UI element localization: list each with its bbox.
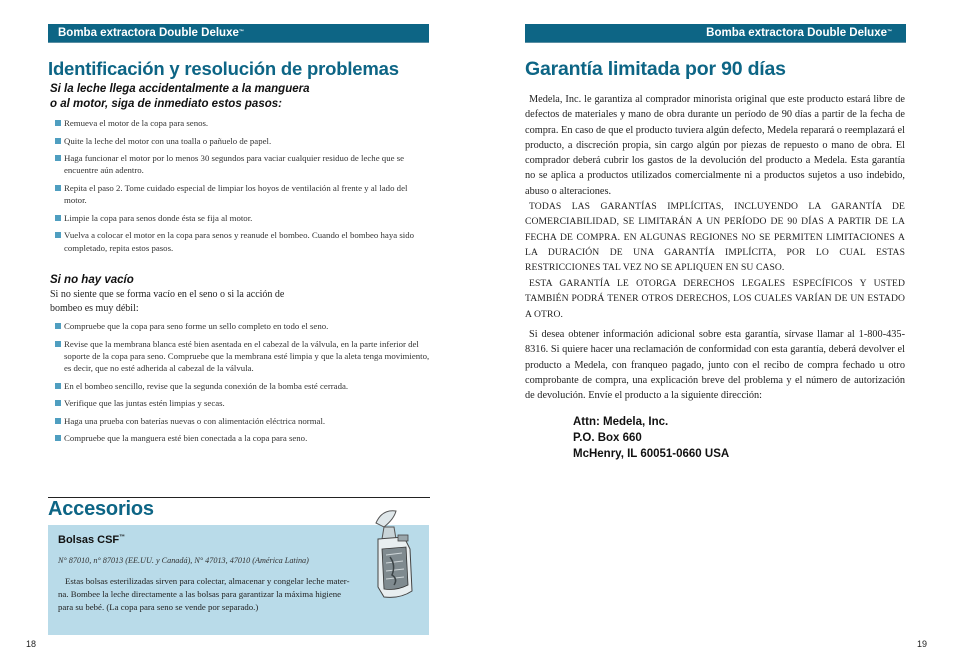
right-page-number: 19 (917, 639, 928, 649)
product-name: Bolsas CSF™ (58, 534, 126, 546)
bullet-square-icon (55, 383, 61, 389)
bullet-square-icon (55, 435, 61, 441)
list-item: Quite la leche del motor con una toalla o pañuelo de papel. (55, 135, 430, 147)
warranty-paragraph-4: Si desea obtener información adicional sobre esta garantía, sírvase llamar al 1-800-435-8316. Si quiere hacer una reclamación de conformidad con esta garantía, deberá devolver el producto a Medela, con franqueo pagado, junto con el recibo de compra fechado u otro comprobante de compra, una explicación breve del problema y el número de autorización de devolución. Envíe el producto a la siguiente dirección: (525, 329, 905, 402)
bullet-square-icon (55, 138, 61, 144)
warranty-title: Garantía limitada por 90 días (525, 58, 786, 80)
list-item: Verifique que las juntas estén limpias y secas. (55, 397, 430, 409)
product-codes: N° 87010, n° 87013 (EE.UU. y Canadá), N° 47013, 47010 (América Latina) (58, 556, 309, 565)
list-item: Haga funcionar el motor por lo menos 30 segundos para vaciar cualquier residuo de leche que se encuentre aún adentro. (55, 152, 430, 176)
list-item: Revise que la membrana blanca esté bien asentada en el cabezal de la válvula, en la parte inferior del soporte de la copa para seno. Compruebe que la membrana esté limpia y que la aleta tenga movimiento, es decir, que no esté adherida al cabezal de la válvula. (55, 338, 430, 375)
bullet-square-icon (55, 232, 61, 238)
product-description: Estas bolsas esterilizadas sirven para colectar, almacenar y congelar leche mater- na. Bombee la leche directamente a las bolsas para garantizar la máxima higiene para su bebé. (La copa para seno se vende por separado.) (58, 576, 350, 612)
troubleshooting-title: Identificación y resolución de problemas (48, 58, 399, 79)
bullet-square-icon (55, 120, 61, 126)
troubleshooting-subtitle (50, 82, 310, 112)
warranty-paragraph-2: TODAS LAS GARANTÍAS IMPLÍCITAS, INCLUYENDO LA GARANTÍA DE COMERCIABILIDAD, SE LIMITARÁN A UN PERÍODO DE 90 DÍAS A PARTIR DE LA FECHA DE COMPRA. EN ALGUNAS REGIONES NO SE PERMITEN LIMITACIONES A LA DURACIÓN DE UNA GARANTÍA IMPLÍCITA, POR LO CUAL ESTAS RESTRICCIONES TAL VEZ NO SE APLIQUEN EN SU CASO. (525, 201, 905, 274)
left-header-bar (48, 24, 429, 43)
subtitle-line-1: Si la leche llega accidentalmente a la manguera (50, 83, 310, 95)
bullet-square-icon (55, 155, 61, 161)
list-item: Compruebe que la copa para seno forme un sello completo en todo el seno. (55, 320, 430, 332)
no-vacuum-title: Si no hay vacío (50, 274, 134, 286)
subtitle-line-2: o al motor, siga de inmediato estos pasos: (50, 98, 282, 110)
right-header-title: Bomba extractora Double Deluxe (706, 27, 887, 39)
right-header-bar (525, 24, 906, 43)
no-vacuum-checks (55, 320, 430, 450)
address-line: McHenry, IL 60051-0660 USA (573, 448, 730, 460)
bullet-square-icon (55, 400, 61, 406)
bullet-square-icon (55, 418, 61, 424)
bullet-square-icon (55, 185, 61, 191)
warranty-paragraph-1: Medela, Inc. le garantiza al comprador minorista original que este producto estará libre de defectos de materiales y mano de obra durante un período de 90 días a partir de la fecha de compra. En caso de que el producto tuviera algún defecto, Medela reparará o reemplazará el producto, a discreción propia, sin cargo algún por piezas de repuesto o mano de obra. El comprador deberá cubrir los gastos de la devolución del producto a Medela. Esta garantía no se aplica a productos utilizados comercialmente ni a productos sujetos a uso indebido, abuso o alteraciones. (525, 94, 905, 197)
list-item: Compruebe que la manguera esté bien conectada a la copa para seno. (55, 432, 430, 444)
list-item: Limpie la copa para senos donde ésta se fija al motor. (55, 212, 430, 224)
left-header-tm: ™ (238, 29, 244, 35)
list-item: Vuelva a colocar el motor en la copa para senos y reanude el bombeo. Cuando el bombeo haya sido completado, repita estos pasos. (55, 229, 430, 253)
breast-pump-bag-illustration (370, 505, 422, 603)
list-item: En el bombeo sencillo, revise que la segunda conexión de la bomba esté cerrada. (55, 380, 430, 392)
list-item: Haga una prueba con baterías nuevas o con alimentación eléctrica normal. (55, 415, 430, 427)
list-item: Repita el paso 2. Tome cuidado especial de limpiar los hoyos de ventilación al frente y al lado del motor. (55, 182, 430, 206)
accessories-title: Accesorios (48, 498, 154, 520)
bullet-square-icon (55, 215, 61, 221)
left-page-number: 18 (26, 639, 37, 649)
troubleshooting-steps (55, 117, 430, 259)
warranty-paragraph-3: ESTA GARANTÍA LE OTORGA DERECHOS LEGALES ESPECÍFICOS Y USTED TAMBIÉN PODRÁ TENER OTROS DERECHOS, LOS CUALES VARÍAN DE UN ESTADO A OTRO. (525, 278, 905, 320)
no-vacuum-intro: Si no siente que se forma vacío en el seno o si la acción de bombeo es muy débil: (50, 289, 285, 314)
bullet-square-icon (55, 323, 61, 329)
list-item: Remueva el motor de la copa para senos. (55, 117, 430, 129)
left-header-title: Bomba extractora Double Deluxe (58, 27, 239, 39)
mailing-address (573, 414, 729, 462)
bullet-square-icon (55, 341, 61, 347)
address-line: P.O. Box 660 (573, 432, 642, 444)
address-line: Attn: Medela, Inc. (573, 416, 669, 428)
right-header-tm: ™ (887, 29, 892, 35)
